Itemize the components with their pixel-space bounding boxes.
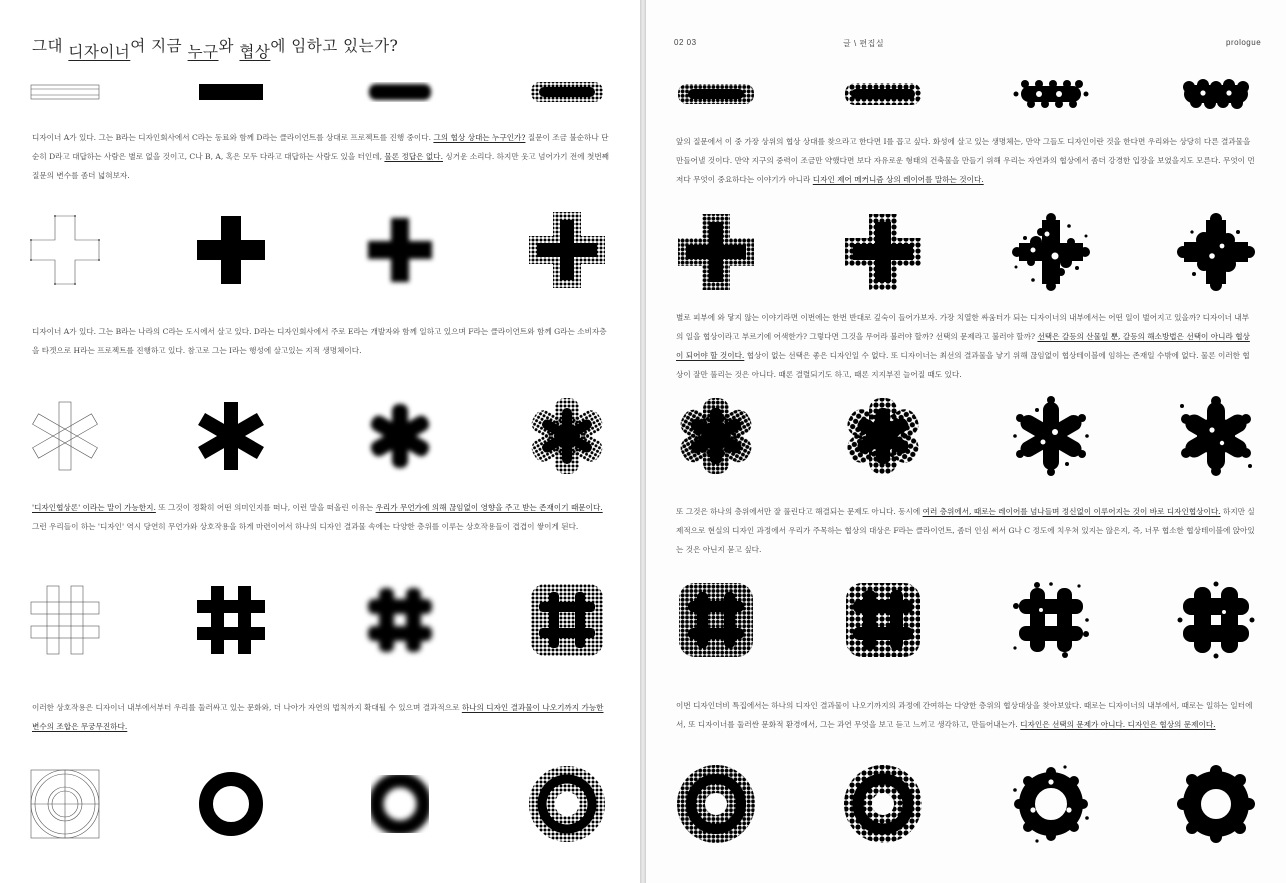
highlight-text: 여러 층위에서, 때로는 레이어를 넘나들며 정신없이 이루어지는 것이 바로 디자인협상이다. bbox=[922, 507, 1221, 516]
highlight-text: 선택은 갈등의 산물일 뿐, 갈등의 해소방법은 선택이 아니라 협상이 되어야 할 것이다. bbox=[676, 332, 1250, 360]
chapter-label: prologue bbox=[1226, 38, 1262, 47]
asterisk-blurred-glyph bbox=[360, 396, 440, 476]
title-text: 에 임하고 있는가? bbox=[270, 37, 399, 55]
right-page bbox=[646, 0, 1286, 883]
highlight-text: 하나의 디자인 결과물이 나오기까지 가능한 변수의 조합은 무궁무진하다. bbox=[32, 703, 604, 731]
glyph-row-ring bbox=[0, 764, 640, 844]
highlight-text: 그의 협상 상대는 누구인가? bbox=[433, 133, 526, 142]
plus-blob-splatter-glyph bbox=[1011, 212, 1091, 292]
asterisk-halftone-clustered-glyph bbox=[843, 396, 923, 476]
glyph-row-ring-right bbox=[646, 764, 1286, 844]
title-keyword-designer: 디자이너 bbox=[68, 43, 131, 61]
minus-outline-glyph bbox=[25, 52, 105, 132]
left-paragraph-4: 이러한 상호작용은 디자이너 내부에서부터 우리를 둘러싸고 있는 문화와, 더 나아가 자연의 법칙까지 확대될 수 있으며 결과적으로 하나의 디자인 결과물이 나오기까지 가능한 변수의 조합은 무궁무진하다. bbox=[32, 703, 604, 731]
minus-halftone-clustered-glyph bbox=[843, 54, 923, 134]
minus-halftone-glyph bbox=[527, 52, 607, 132]
highlight-text: 우리가 무언가에 의해 끊임없이 영향을 주고 받는 존재이기 때문이다. bbox=[375, 503, 603, 512]
left-paragraph-3: '디자인협상론' 이라는 말이 가능한지. 또 그것이 정확히 어떤 의미인지를 떠나, 이런 말을 떠올린 이유는 우리가 무언가에 의해 끊임없이 영향을 주고 받는 존재이기 때문이다. 그런 우리들이 하는 '디자인' 역시 당연히 무언가와 상호작용을 하게 마련이어서 하나의 디자인 결과물 속에는 다양한 층위를 이루는 상호작용들이 겹겹이 쌓이게 된다. bbox=[32, 503, 603, 531]
plus-outline-glyph bbox=[25, 210, 105, 290]
glyph-row-plus-right bbox=[646, 212, 1286, 292]
glyph-row-hash bbox=[0, 580, 640, 660]
highlight-text: 물론 정답은 없다. bbox=[384, 152, 443, 161]
asterisk-solid-glyph bbox=[191, 396, 271, 476]
glyph-row-asterisk-right bbox=[646, 396, 1286, 476]
title-text: 그대 bbox=[32, 37, 69, 55]
hash-solid-glyph bbox=[191, 580, 271, 660]
left-paragraph-2: 디자이너 A가 있다. 그는 B라는 나라의 C라는 도시에서 살고 있다. D라는 디자인회사에서 주로 E라는 개발자와 함께 일하고 있으며 F라는 클라이언트와 함께 G라는 소비자층을 타겟으로 H라는 프로젝트를 진행하고 있다. 참고로 그는 I라는 행성에 살고있는 지적 생명체이다. bbox=[32, 327, 607, 355]
glyph-row-minus-right bbox=[646, 54, 1286, 134]
hash-blob-solid-glyph bbox=[1176, 580, 1256, 660]
minus-blob-solid-glyph bbox=[1176, 54, 1256, 134]
hash-halftone-clustered-glyph bbox=[843, 580, 923, 660]
right-paragraph-3: 또 그것은 하나의 층위에서만 잘 풀린다고 해결되는 문제도 아니다. 동시에 여러 층위에서, 때로는 레이어를 넘나들며 정신없이 이루어지는 것이 바로 디자인협상이다. 하지만 실제적으로 현실의 디자인 과정에서 우리가 주목하는 협상의 대상은 F라는 클라이언트, 좀더 인심 써서 G나 C 정도에 치우쳐 있지는 않은지, 즉, 너무 협소한 협상테이블에 앉아있는 것은 아닌지 묻고 싶다. bbox=[676, 507, 1255, 554]
right-paragraph-1: 앞의 질문에서 이 중 가장 상위의 협상 상대를 찾으라고 한다면 I를 꼽고 싶다. 화성에 살고 있는 생명체는, 만약 그들도 디자인이란 것을 한다면 우리와는 상당히 다른 결과물을 만들어낼 것이다. 만약 지구의 중력이 조금만 약했다면 보다 자유로운 형태의 건축물을 만들기 위해 우리는 자연과의 협상에서 좀더 강경한 입장을 보였을지도 모른다. 무엇이 먼저다 무엇이 중요하다는 이야기가 아니라 디자인 제어 메커니즘 상의 레이어를 말하는 것이다. bbox=[676, 137, 1255, 184]
asterisk-halftone-coarse-glyph bbox=[676, 396, 756, 476]
highlight-text: 디자인 제어 메커니즘 상의 레이어를 말하는 것이다. bbox=[812, 175, 984, 184]
page-numbers: 02 03 bbox=[674, 38, 697, 47]
ring-outline-glyph bbox=[25, 764, 105, 844]
minus-blurred-glyph bbox=[360, 52, 440, 132]
highlight-text: 디자인은 선택의 문제가 아니다. 디자인은 협상의 문제이다. bbox=[1020, 720, 1216, 729]
asterisk-outline-glyph bbox=[25, 396, 105, 476]
ring-halftone-glyph bbox=[527, 764, 607, 844]
minus-solid-glyph bbox=[191, 52, 271, 132]
plus-blurred-glyph bbox=[360, 210, 440, 290]
glyph-row-asterisk bbox=[0, 396, 640, 476]
title-text: 와 bbox=[218, 37, 240, 55]
plus-solid-glyph bbox=[191, 210, 271, 290]
section-label: 글 \ 편집실 bbox=[843, 39, 885, 48]
title-keyword-who: 누구 bbox=[187, 43, 219, 61]
hash-blob-splatter-glyph bbox=[1011, 580, 1091, 660]
plus-halftone-clustered-glyph bbox=[843, 212, 923, 292]
plus-halftone-coarse-glyph bbox=[676, 212, 756, 292]
minus-blob-splatter-glyph bbox=[1011, 54, 1091, 134]
ring-blurred-glyph bbox=[360, 764, 440, 844]
plus-halftone-glyph bbox=[527, 210, 607, 290]
minus-halftone-coarse-glyph bbox=[676, 54, 756, 134]
highlight-text: '디자인협상론' 이라는 말이 가능한지. bbox=[32, 503, 156, 512]
glyph-row-minus bbox=[0, 52, 640, 132]
left-page bbox=[0, 0, 640, 883]
title-text: 여 지금 bbox=[130, 37, 188, 55]
ring-halftone-clustered-glyph bbox=[843, 764, 923, 844]
ring-halftone-coarse-glyph bbox=[676, 764, 756, 844]
ring-blob-solid-glyph bbox=[1176, 764, 1256, 844]
right-paragraph-2: 별로 피부에 와 닿지 않는 이야기라면 이번에는 한번 반대로 깊숙이 들어가보자. 가장 치열한 싸움터가 되는 디자이너의 내부에서는 어떤 일이 벌어지고 있을까? 디자이너 내부의 일을 협상이라고 부르기에 어색한가? 그렇다면 그것을 무어라 불러야 할까? 선택의 문제라고 불러야 할까? 선택은 갈등의 산물일 뿐, 갈등의 해소방법은 선택이 아니라 협상이 되어야 할 것이다. 협상이 없는 선택은 좋은 디자인일 수 없다. 또 디자이너는 최선의 결과물을 낳기 위해 끊임없이 협상테이블에 임하는 존재일 수밖에 없다. 물론 이러한 협상이 잘만 풀리는 것은 아니다. 때론 결렬되기도 하고, 때론 지지부진 늘어질 때도 있다. bbox=[676, 313, 1250, 379]
ring-blob-splatter-glyph bbox=[1011, 764, 1091, 844]
plus-blob-solid-glyph bbox=[1176, 212, 1256, 292]
hash-halftone-glyph bbox=[527, 580, 607, 660]
asterisk-blob-solid-glyph bbox=[1176, 396, 1256, 476]
title-keyword-negotiation: 협상 bbox=[239, 43, 271, 61]
hash-blurred-glyph bbox=[360, 580, 440, 660]
asterisk-blob-splatter-glyph bbox=[1011, 396, 1091, 476]
right-paragraph-4: 이번 디자인더비 특집에서는 하나의 디자인 결과물이 나오기까지의 과정에 간여하는 다양한 층위의 협상대상을 찾아보았다. 때로는 디자이너의 내부에서, 때로는 일하는 일터에서, 또 디자이너를 둘러싼 문화적 환경에서, 그는 과연 무엇을 보고 듣고 느끼고 생각하고, 만들어내는가. 디자인은 선택의 문제가 아니다. 디자인은 협상의 문제이다. bbox=[676, 701, 1253, 729]
glyph-row-plus bbox=[0, 210, 640, 290]
glyph-row-hash-right bbox=[646, 580, 1286, 660]
left-paragraph-1: 디자이너 A가 있다. 그는 B라는 디자인회사에서 C라는 동료와 함께 D라는 클라이언트를 상대로 프로젝트를 진행 중이다. 그의 협상 상대는 누구인가? 질문이 조금 불순하나 단순히 D라고 대답하는 사람은 별로 없을 것이고, C나 B, A, 혹은 모두 다라고 대답하는 사람도 있을 터인데, 물론 정답은 없다. 싱거운 소리다. 하지만 웃고 넘어가기 전에 첫번째 질문의 변수를 좀더 넓혀보자. bbox=[32, 133, 610, 180]
hash-outline-glyph bbox=[25, 580, 105, 660]
ring-solid-glyph bbox=[191, 764, 271, 844]
hash-halftone-coarse-glyph bbox=[676, 580, 756, 660]
asterisk-halftone-glyph bbox=[527, 396, 607, 476]
